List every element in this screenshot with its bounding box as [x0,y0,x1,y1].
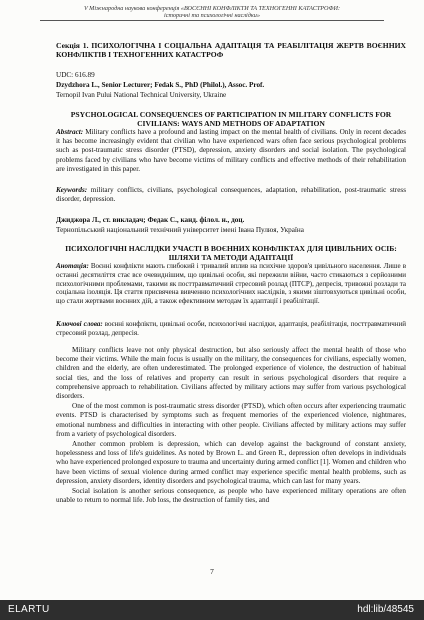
body-text [56,346,406,506]
body-paragraph-4: Social isolation is another serious consequence, as people who have experienced military operations are often unable to return to normal life. Job loss, the destruction of family ties, and [56,487,406,505]
keywords-en-label: Keywords: [56,186,88,194]
affiliation-en: Ternopil Ivan Pului National Technical University, Ukraine [56,91,227,99]
abstract-ua-label: Анотація: [56,262,89,270]
abstract-en [56,128,406,174]
conference-header-line1: V Міжнародна наукова конференція «ВОСЄННІ КОНФЛІКТИ ТА ТЕХНОГЕННІ КАТАСТРОФИ: [83,5,341,12]
page-number: 7 [210,567,214,576]
keywords-en-text: military conflicts, civilians, psychological consequences, adaptation, rehabilitation, post-traumatic stress disorder, depression. [56,186,406,204]
abstract-en-label: Abstract: [56,128,84,136]
udc-code: UDC: 616.89 [56,71,95,79]
keywords-ua-text: воєнні конфлікти, цивільні особи, психологічні наслідки, адаптація, реабілітація, посттравматичний стресовий розлад, депресія. [56,320,406,337]
abstract-en-text: Military conflicts have a profound and lasting impact on the mental health of civilians. Only in recent decades it has become increasingly evident that civilian who have experienced wars often face serious psychological problems such as post-traumatic stress disorder (PTSD), depression, anxiety disorders and social isolation. The psychological problems faced by civilians who have become victims of military conflicts and effective methods of their rehabilitation are investigated in this paper. [56,128,406,173]
handle-watermark: hdl:lib/48545 [357,604,414,615]
conference-header-line2: історичні та психологічні наслідки» [164,12,260,19]
paper-title-ua: ПСИХОЛОГІЧНІ НАСЛІДКИ УЧАСТІ В ВОЄННИХ КОНФЛІКТАХ ДЛЯ ЦИВІЛЬНИХ ОСІБ: ШЛЯХИ ТА МЕТОДИ АДАПТАЦІЇ [65,244,397,262]
body-paragraph-2: One of the most common is post-traumatic stress disorder (PTSD), which often occurs after experiencing traumatic events. PTSD is characterised by symptoms such as frequent memories of the experienced violence, nightmares, emotional numbness and difficulties in interacting with other people. Civilians affected by military actions may suffer from a variety of psychological disorders. [56,402,406,438]
paper-title-en: PSYCHOLOGICAL CONSEQUENCES OF PARTICIPATION IN MILITARY CONFLICTS FOR CIVILIANS: WAYS AND METHODS OF ADAPTATION [70,110,392,128]
abstract-ua-text: Воєнні конфлікти мають глибокий і тривалий вплив на психічне здоров'я цивільного населення. Лише в останні десятиліття стає все очевиднішим, що цивільні особи, які пережили війни, часто стикаються з серйозними психологічними проблемами, такими як посттравматичний стресовий розлад (ПТСР), депресія, тривожні розлади та соціальна ізоляція. Ця стаття присвячена вивченню психологічних наслідків, з якими зіштовхуються цивільні особи, що стали жертвами воєнних дій, а також ефективним методам їх адаптації і реабілітації. [56,262,406,306]
header-divider [40,20,384,21]
section-title: Секція 1. ПСИХОЛОГІЧНА І СОЦІАЛЬНА АДАПТАЦІЯ ТА РЕАБІЛІТАЦІЯ ЖЕРТВ ВОЄННИХ КОНФЛІКТІВ І ТЕХНОГЕННИХ КАТАСТРОФ [56,41,406,59]
conference-header [20,5,404,19]
authors-ua: Джиджора Л., ст. викладач; Федак С., канд. філол. н., доц. [56,216,245,224]
keywords-en [56,186,406,204]
abstract-ua [56,262,406,306]
authors-en: Dzydzhora L., Senior Lecturer; Fedak S., PhD (Philol.), Assoc. Prof. [56,81,265,89]
repository-watermark: ELARTU [8,604,50,615]
keywords-ua-label: Ключові слова: [56,320,103,328]
keywords-ua [56,320,406,338]
body-paragraph-1: Military conflicts leave not only physical destruction, but also seriously affect the mental health of those who become their victims. While the main focus is usually on the military, the consequences for civilians, especially women, children and the elderly, are often underestimated. The prolonged experience of violence, the destruction of habitual social ties, and the loss of relatives and property can result in serious psychological disorders that require a comprehensive approach to rehabilitation. Civilians affected by military actions may suffer from various psychological disorders. [56,346,406,401]
affiliation-ua: Тернопільський національний технічний університет імені Івана Пулюя, Україна [56,226,304,234]
body-paragraph-3: Another common problem is depression, which can develop against the background of constant anxiety, hopelessness and loss of life's guidelines. As noted by Brown L. and Green R., depression often develops in individuals who have experienced prolonged exposure to trauma and uncertainty during armed conflict [1]. Women and children who have been victims of sexual violence during armed conflict may experience specific mental health problems, such as depression, anxiety disorders, identity disorders and psychological trauma, which can last for many years. [56,440,406,485]
